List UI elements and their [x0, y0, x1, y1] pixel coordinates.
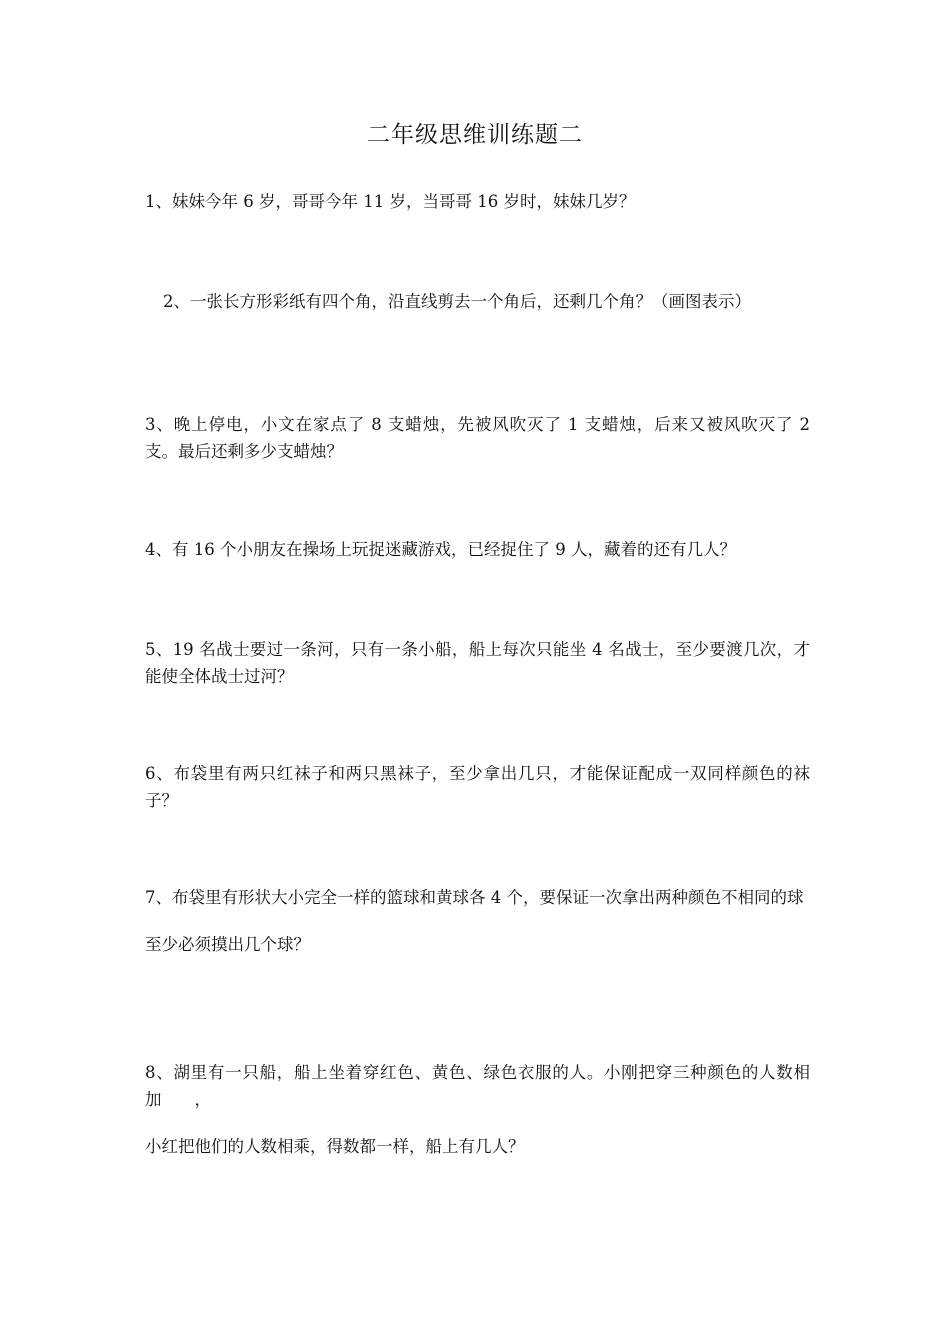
- question-6: [145, 760, 810, 814]
- question-text: 3、晚上停电，小文在家点了 8 支蜡烛，先被风吹灭了 1 支蜡烛，后来又被风吹灭了 2 支。最后还剩多少支蜡烛？: [145, 415, 810, 461]
- question-text: 8、湖里有一只船，船上坐着穿红色、黄色、绿色衣服的人。小刚把穿三种颜色的人数相加 ，: [145, 1063, 810, 1109]
- question-7: [145, 884, 810, 958]
- question-2: [145, 288, 810, 315]
- question-5: [145, 636, 810, 690]
- question-8: [145, 1059, 810, 1160]
- question-text-continued: 小红把他们的人数相乘，得数都一样，船上有几人？: [145, 1137, 525, 1156]
- question-4: [145, 536, 810, 563]
- question-3: [145, 411, 810, 465]
- question-text: 7、布袋里有形状大小完全一样的篮球和黄球各 4 个，要保证一次拿出两种颜色不相同的球: [145, 888, 804, 907]
- question-1: [145, 188, 810, 215]
- question-text: 5、19 名战士要过一条河，只有一条小船，船上每次只能坐 4 名战士，至少要渡几次，才能使全体战士过河？: [145, 640, 810, 686]
- question-text: 2、一张长方形彩纸有四个角，沿直线剪去一个角后，还剩几个角？（画图表示）: [163, 292, 751, 311]
- question-text: 6、布袋里有两只红袜子和两只黑袜子，至少拿出几只，才能保证配成一双同样颜色的袜子？: [145, 764, 810, 810]
- page-title: 二年级思维训练题二: [367, 122, 583, 148]
- question-text-continued: 至少必须摸出几个球？: [145, 935, 310, 954]
- question-text: 4、有 16 个小朋友在操场上玩捉迷藏游戏，已经捉住了 9 人，藏着的还有几人？: [145, 540, 736, 559]
- question-text: 1、妹妹今年 6 岁，哥哥今年 11 岁，当哥哥 16 岁时，妹妹几岁？: [145, 192, 636, 211]
